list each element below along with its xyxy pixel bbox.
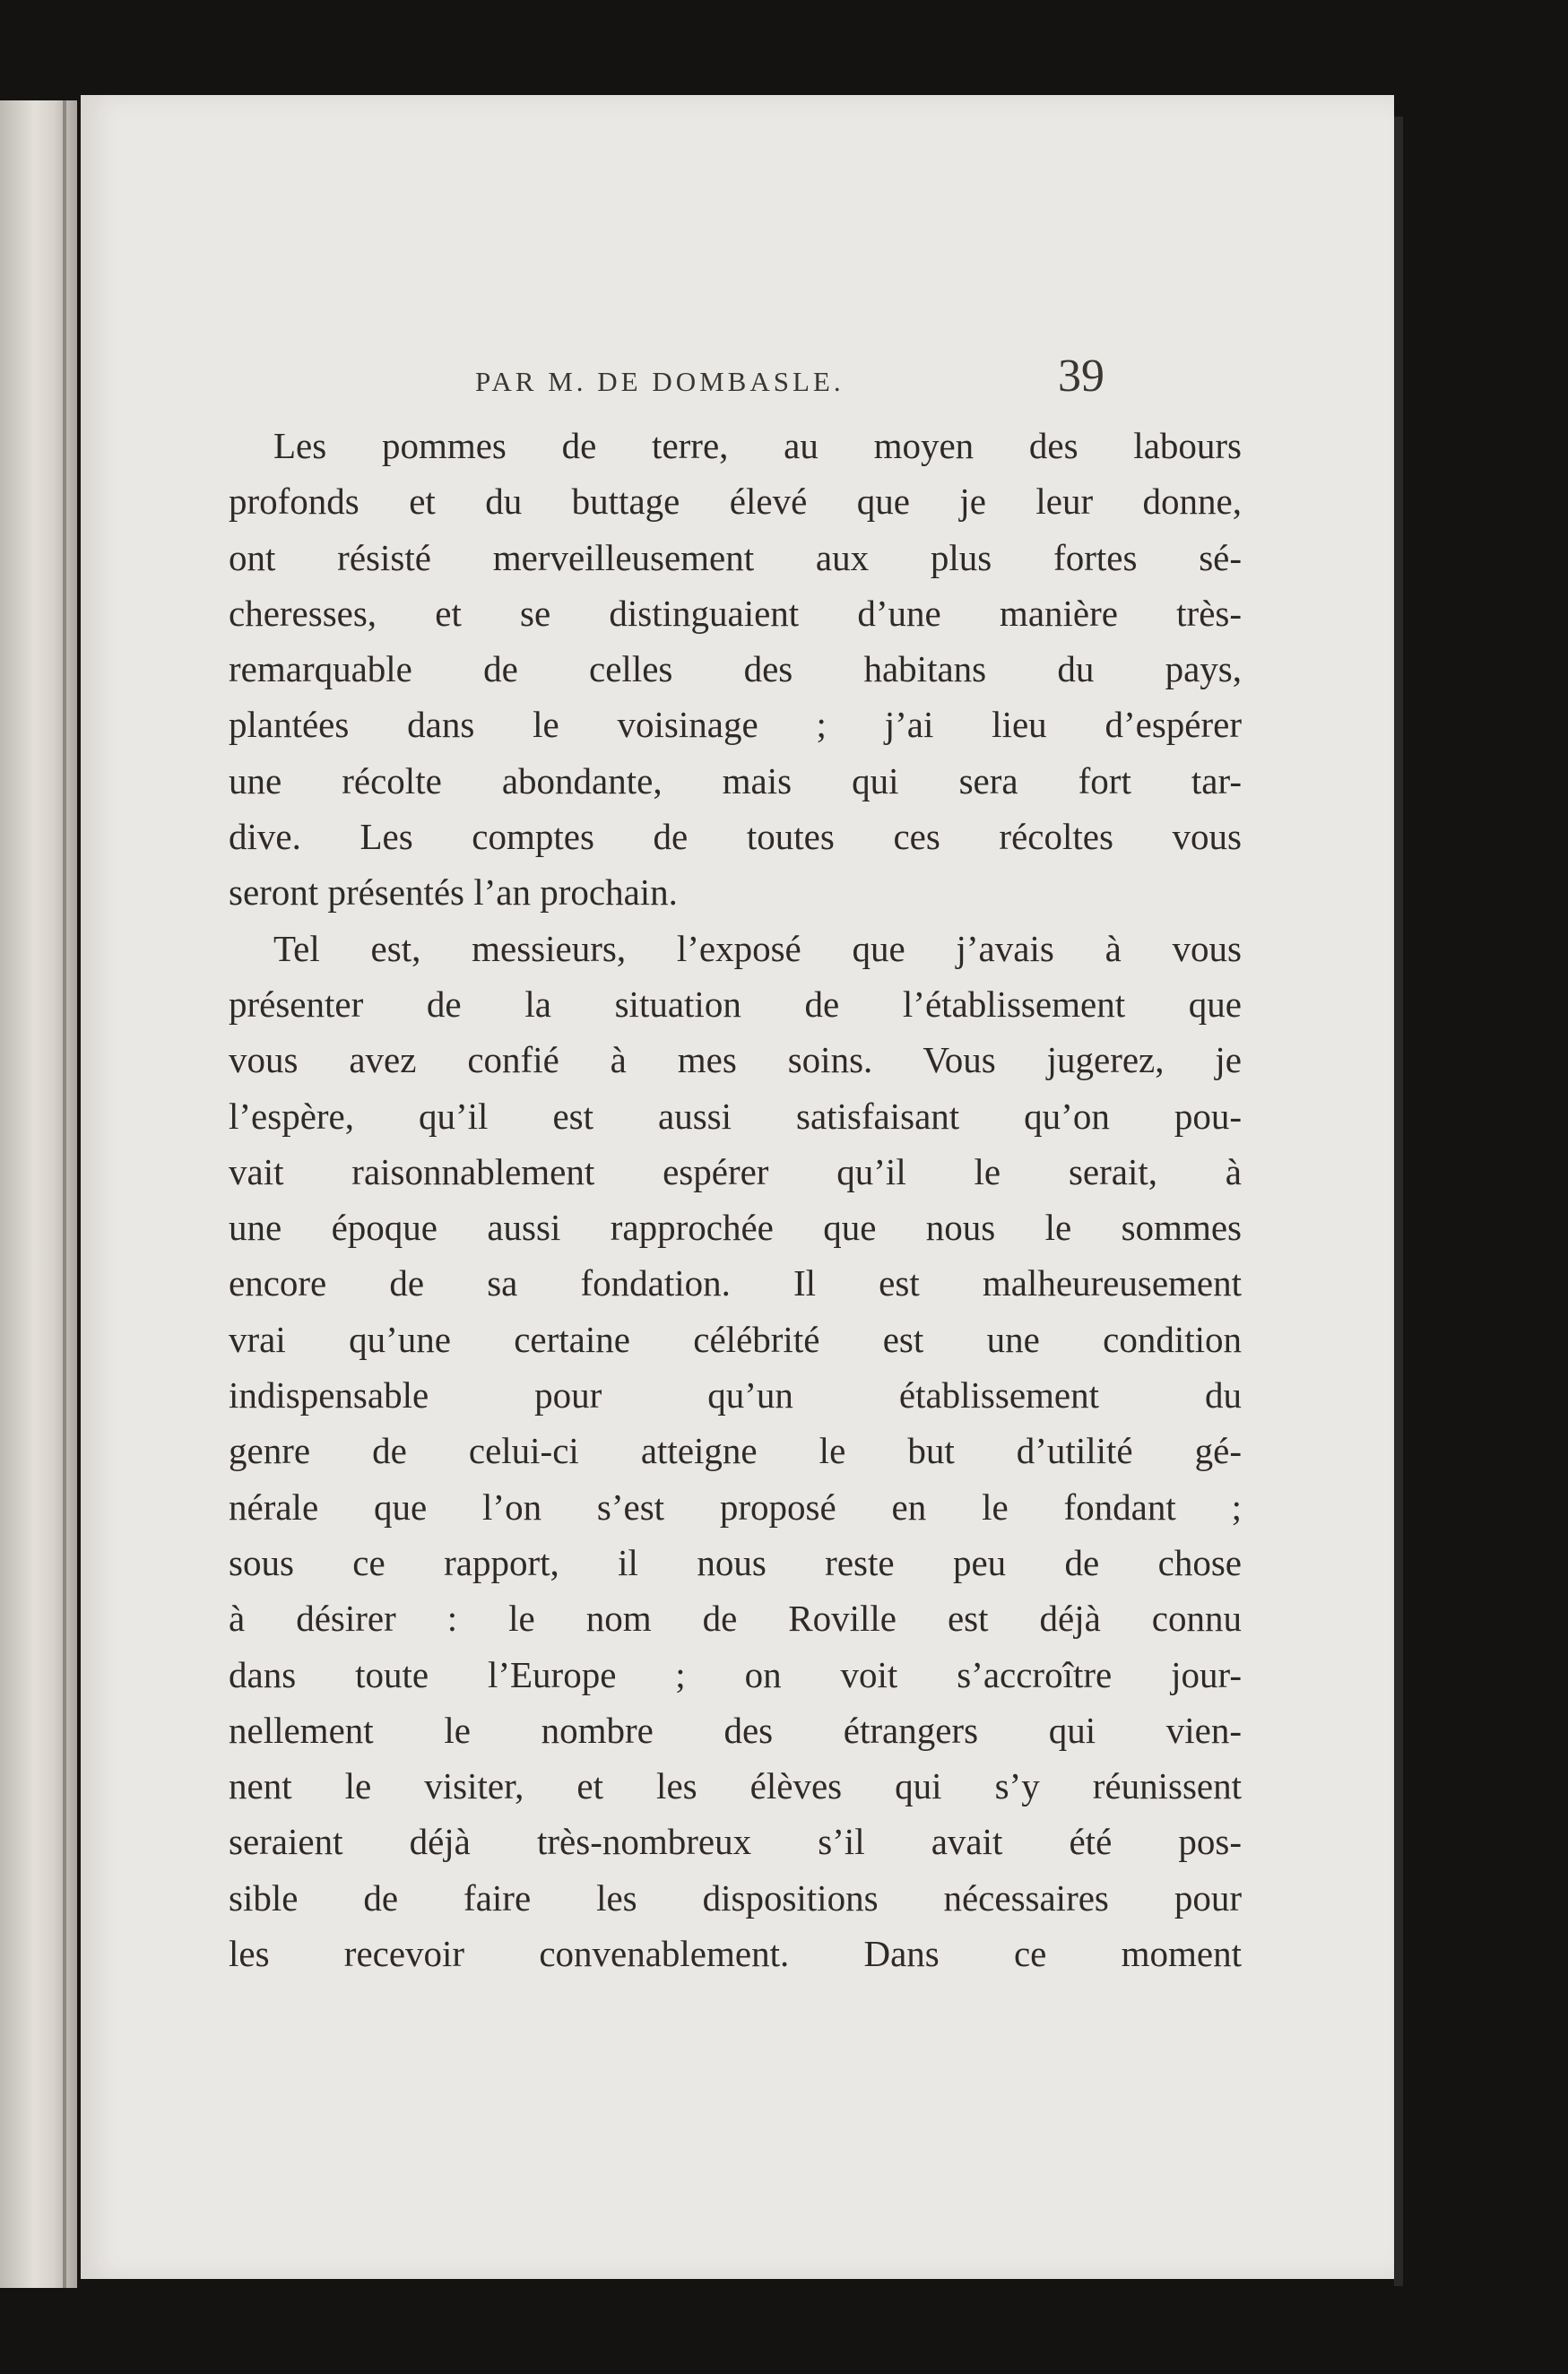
text-line: à désirer : le nom de Roville est déjà connu	[229, 1598, 1242, 1640]
text-line: une époque aussi rapprochée que nous le sommes	[229, 1207, 1242, 1249]
text-line: vrai qu’une certaine célébrité est une condition	[229, 1318, 1242, 1360]
text-line: les recevoir convenablement. Dans ce moment	[229, 1933, 1242, 1975]
text-line: présenter de la situation de l’établissement que	[229, 983, 1242, 1025]
running-head-title: PAR M. DE DOMBASLE.	[475, 366, 845, 397]
text-line: vous avez confié à mes soins. Vous jugerez, je	[229, 1039, 1242, 1081]
text-line: indispensable pour qu’un établissement du	[229, 1374, 1242, 1417]
text-line: encore de sa fondation. Il est malheureusement	[229, 1262, 1242, 1304]
text-line: dive. Les comptes de toutes ces récoltes vous	[229, 816, 1242, 858]
text-line: vait raisonnablement espérer qu’il le serait, à	[229, 1150, 1242, 1192]
text-line: une récolte abondante, mais qui sera fort tar-	[229, 759, 1242, 801]
text-line: nérale que l’on s’est proposé en le fondant ;	[229, 1486, 1242, 1528]
text-line: plantées dans le voisinage ; j’ai lieu d’espérer	[229, 704, 1242, 746]
right-page-edge	[1394, 117, 1403, 2286]
book-page	[81, 95, 1394, 2279]
text-line: l’espère, qu’il est aussi satisfaisant qu’on pou-	[229, 1095, 1242, 1137]
text-line: seront présentés l’an prochain.	[229, 871, 678, 914]
text-line: profonds et du buttage élevé que je leur donne,	[229, 481, 1242, 523]
text-line: nellement le nombre des étrangers qui vien-	[229, 1709, 1242, 1751]
text-line: Les pommes de terre, au moyen des labours	[273, 425, 1242, 466]
text-line: seraient déjà très-nombreux s’il avait été pos-	[229, 1821, 1242, 1863]
body-text	[229, 418, 1242, 1981]
text-line: sous ce rapport, il nous reste peu de chose	[229, 1541, 1242, 1583]
text-line: nent le visiter, et les élèves qui s’y réunissent	[229, 1765, 1242, 1807]
text-line: cheresses, et se distinguaient d’une manière très-	[229, 592, 1242, 634]
text-line: ont résisté merveilleusement aux plus fortes sé-	[229, 536, 1242, 578]
text-line: sible de faire les dispositions nécessaires pour	[229, 1876, 1242, 1919]
text-line: Tel est, messieurs, l’exposé que j’avais à vous	[273, 927, 1242, 969]
text-line: dans toute l’Europe ; on voit s’accroître jour-	[229, 1653, 1242, 1695]
book-binding	[63, 100, 66, 2288]
page-number: 39	[1058, 351, 1105, 402]
text-line: remarquable de celles des habitans du pays,	[229, 648, 1242, 690]
text-line: genre de celui-ci atteigne le but d’utilité gé-	[229, 1430, 1242, 1472]
